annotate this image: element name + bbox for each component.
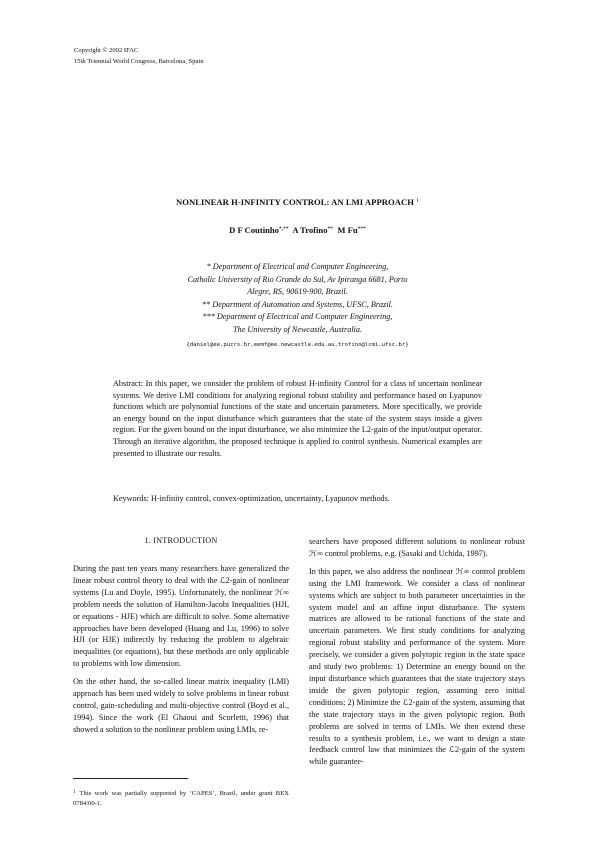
keywords: Keywords: H-infinity control, convex-optimization, uncertainty, Lyapunov methods. — [113, 494, 390, 503]
affiliation-line: * Department of Electrical and Computer Engineering, — [206, 262, 389, 271]
author-list — [0, 225, 595, 235]
footnote-text: This work was partially supported by ‘CAPES’, Brazil, under grant BEX 0784/00-1. — [73, 790, 289, 807]
congress-line: 15th Triennial World Congress, Barcelona, Spain — [74, 58, 204, 65]
author-1-mark: *,** — [278, 226, 289, 232]
affiliation-line: The University of Newcastle, Australia. — [232, 324, 363, 334]
right-column — [309, 536, 525, 774]
conference-header — [74, 45, 204, 67]
author-1: D F Coutinho — [229, 225, 279, 235]
paper-title-text: NONLINEAR H-INFINITY CONTROL: AN LMI APPROACH — [175, 197, 414, 207]
paper-title — [0, 197, 595, 207]
title-footnote-mark: 1 — [416, 198, 420, 204]
left-column — [73, 563, 289, 742]
paragraph: In this paper, we also address the nonlinear ℋ∞ control problem using the LMI framework. We consider a class of nonlinear systems which are subject to both parameter uncertainties in the system model and an affine input disturbance. The system matrices are allowed to be rational functions of the state and uncertain parameters. We first study conditions for analyzing regional robust stability and performance of the system. More precisely, we consider a given polytopic region in the state space and study two problems: 1) Determine an energy bound on the input disturbance which guarantees that the state trajectory stays inside the given polytopic region, assuming zero initial conditions; 2) Minimize the ℒ2-gain of the system, assuming that the state trajectory stays in the given polytopic region. Both problems are solved in terms of LMIs. We then extend these results to a synthesis problem, i.e., we want to design a state feedback control law that minimizes the ℒ2-gain of the system while guarantee- — [309, 566, 525, 767]
footnote-divider — [73, 778, 188, 779]
author-3: M Fu — [337, 225, 358, 235]
affiliation-line: *** Department of Electrical and Computer Engineering, — [202, 312, 393, 322]
footnote-mark: 1 — [73, 790, 76, 795]
affiliation-line: Alegre, RS, 90619-900, Brazil. — [247, 287, 348, 297]
author-emails: {daniel@ee.pucrs.br,eemf@ee.newcastle.edu.au,trofino@lcmi.ufsc.br} — [186, 341, 409, 348]
affiliations — [140, 261, 455, 351]
paragraph: During the past ten years many researchers have generalized the linear robust control theory to deal with the ℒ2-gain of nonlinear systems (Lu and Doyle, 1995). Unfortunately, the nonlinear ℋ∞ problem needs the solution of Hamilton-Jacobi Inequalities (HJI, or equations - HJE) which are difficult to solve. Some alternative approaches have been developed (Huang and Lu, 1996) to solve HJI (or HJE) indirectly by reducing the problem to algebraic inequalities (or equations), but these methods are only applicable to problems with low dimension. — [73, 564, 289, 669]
affiliation-line: ** Department of Automation and Systems, UFSC, Brazil. — [202, 299, 393, 309]
footnote — [73, 788, 289, 808]
affiliation-line: Catholic University of Rio Grande do Sul, Av Ipiranga 6681, Porto — [187, 274, 408, 284]
author-2-mark: ** — [327, 226, 334, 232]
author-2: A Trofino — [292, 225, 328, 235]
paragraph: On the other hand, the so-called linear matrix inequality (LMI) approach has been used widely to solve problems in linear robust control, gain-scheduling and multi-objective control (Boyd et al., 1994). Since the work (El Ghaoui and Scorletti, 1996) that showed a solution to the nonlinear problem using LMIs, re- — [73, 677, 289, 734]
paragraph: searchers have proposed different solutions to nonlinear robust ℋ∞ control problems, e.g. (Sasaki and Uchida, 1997). — [309, 537, 525, 558]
section-heading: 1. INTRODUCTION — [144, 536, 218, 545]
copyright-line: Copyright © 2002 IFAC — [74, 47, 139, 54]
author-3-mark: *** — [357, 226, 366, 232]
abstract: Abstract: In this paper, we consider the problem of robust H-infinity Control for a class of uncertain nonlinear systems. We derive LMI conditions for analyzing regional robust stability and performance based on Lyapunov functions which are polynomial functions of the state and uncertain parameters. More specifically, we provide an energy bound on the input disturbance which guarantees that the state of the system stays inside a given region. For the given bound on the input disturbance, we also minimize the L2-gain of the input/output operator. Through an iterative algorithm, the proposed technique is applied to control synthesis. Numerical examples are presented to illustrate our results. — [113, 379, 482, 458]
